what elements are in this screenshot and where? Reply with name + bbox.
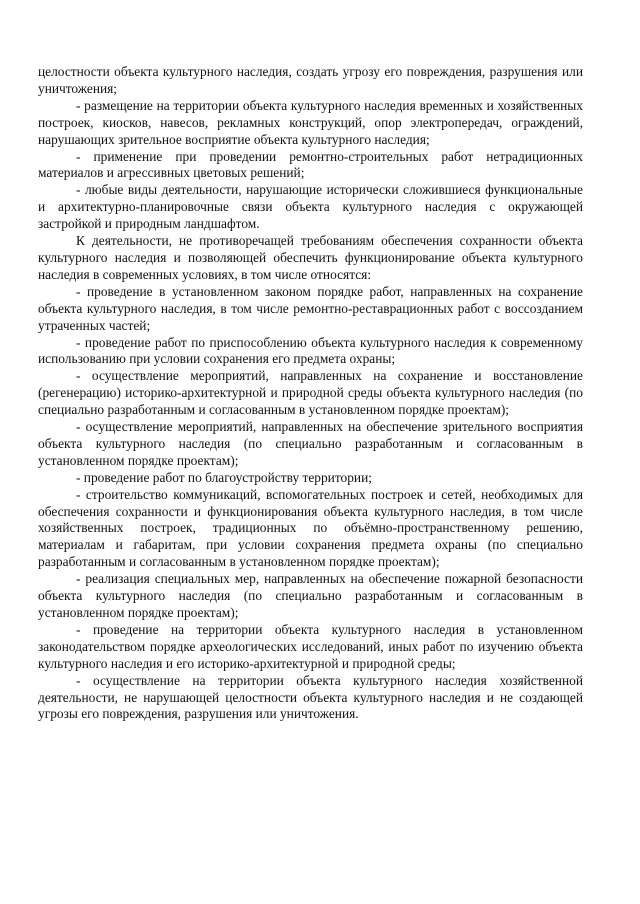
prohibited-item-temporary-structures: - размещение на территории объекта культурного наследия временных и хозяйственных построек, киосков, навесов, рекламных конструкций, опор электропередач, ограждений, нарушающих зрительное восприятие объекта культурного наследия;	[38, 97, 583, 147]
allowed-item-preservation-works: - проведение в установленном законом порядке работ, направленных на сохранение объекта культурного наследия, в том числе ремонтно-реставрационных работ с воссозданием утраченных частей;	[38, 283, 583, 333]
allowed-item-adaptation: - проведение работ по приспособлению объекта культурного наследия к современному использованию при условии сохранения его предмета охраны;	[38, 334, 583, 367]
allowed-item-archaeology: - проведение на территории объекта культурного наследия в установленном законодательством порядке археологических исследований, иных работ по изучению объекта культурного наследия и его историко-архитектурной и природной среды;	[38, 621, 583, 671]
allowed-item-economic-activity: - осуществление на территории объекта культурного наследия хозяйственной деятельности, не нарушающей целостности объекта культурного наследия и не создающей угрозы его повреждения, разрушения или уничтожения.	[38, 672, 583, 722]
allowed-item-fire-safety: - реализация специальных мер, направленных на обеспечение пожарной безопасности объекта культурного наследия (по специально разработанным и согласованным в установленном порядке проектам);	[38, 571, 583, 620]
allowed-item-environment-restoration: - осуществление мероприятий, направленных на сохранение и восстановление (регенерацию) историко-архитектурной и природной среды объекта культурного наследия (по специально разработанным и согласованным в установленном порядке проектам);	[38, 368, 583, 418]
allowed-item-communications: - строительство коммуникаций, вспомогательных построек и сетей, необходимых для обеспечения сохранности и функционирования объекта культурного наследия, в том числе хозяйственных построек, традиционных по объёмно-пространственному решению, материалам и габаритам, при условии сохранения предмета охраны (по специально разработанным и согласованным в установленном порядке проектам);	[38, 486, 583, 570]
allowed-activities-intro: К деятельности, не противоречащей требованиям обеспечения сохранности объекта культурного наследия и позволяющей обеспечить функционирование объекта культурного наследия в современных условиях, в том числе относятся:	[38, 233, 583, 282]
allowed-item-visual-perception: - осуществление мероприятий, направленных на обеспечение зрительного восприятия объекта культурного наследия (по специально разработанным и согласованным в установленном порядке проектам);	[38, 419, 583, 468]
prohibited-item-materials: - применение при проведении ремонтно-строительных работ нетрадиционных материалов и агрессивных цветовых решений;	[38, 148, 583, 181]
document-page	[38, 64, 583, 723]
allowed-item-landscaping: - проведение работ по благоустройству территории;	[76, 469, 372, 485]
prohibited-item-activities: - любые виды деятельности, нарушающие исторически сложившиеся функциональные и архитектурно-планировочные связи объекта культурного наследия с окружающей застройкой и природным ландшафтом.	[38, 182, 583, 232]
paragraph-continuation: целостности объекта культурного наследия, создать угрозу его повреждения, разрушения или уничтожения;	[38, 64, 583, 96]
